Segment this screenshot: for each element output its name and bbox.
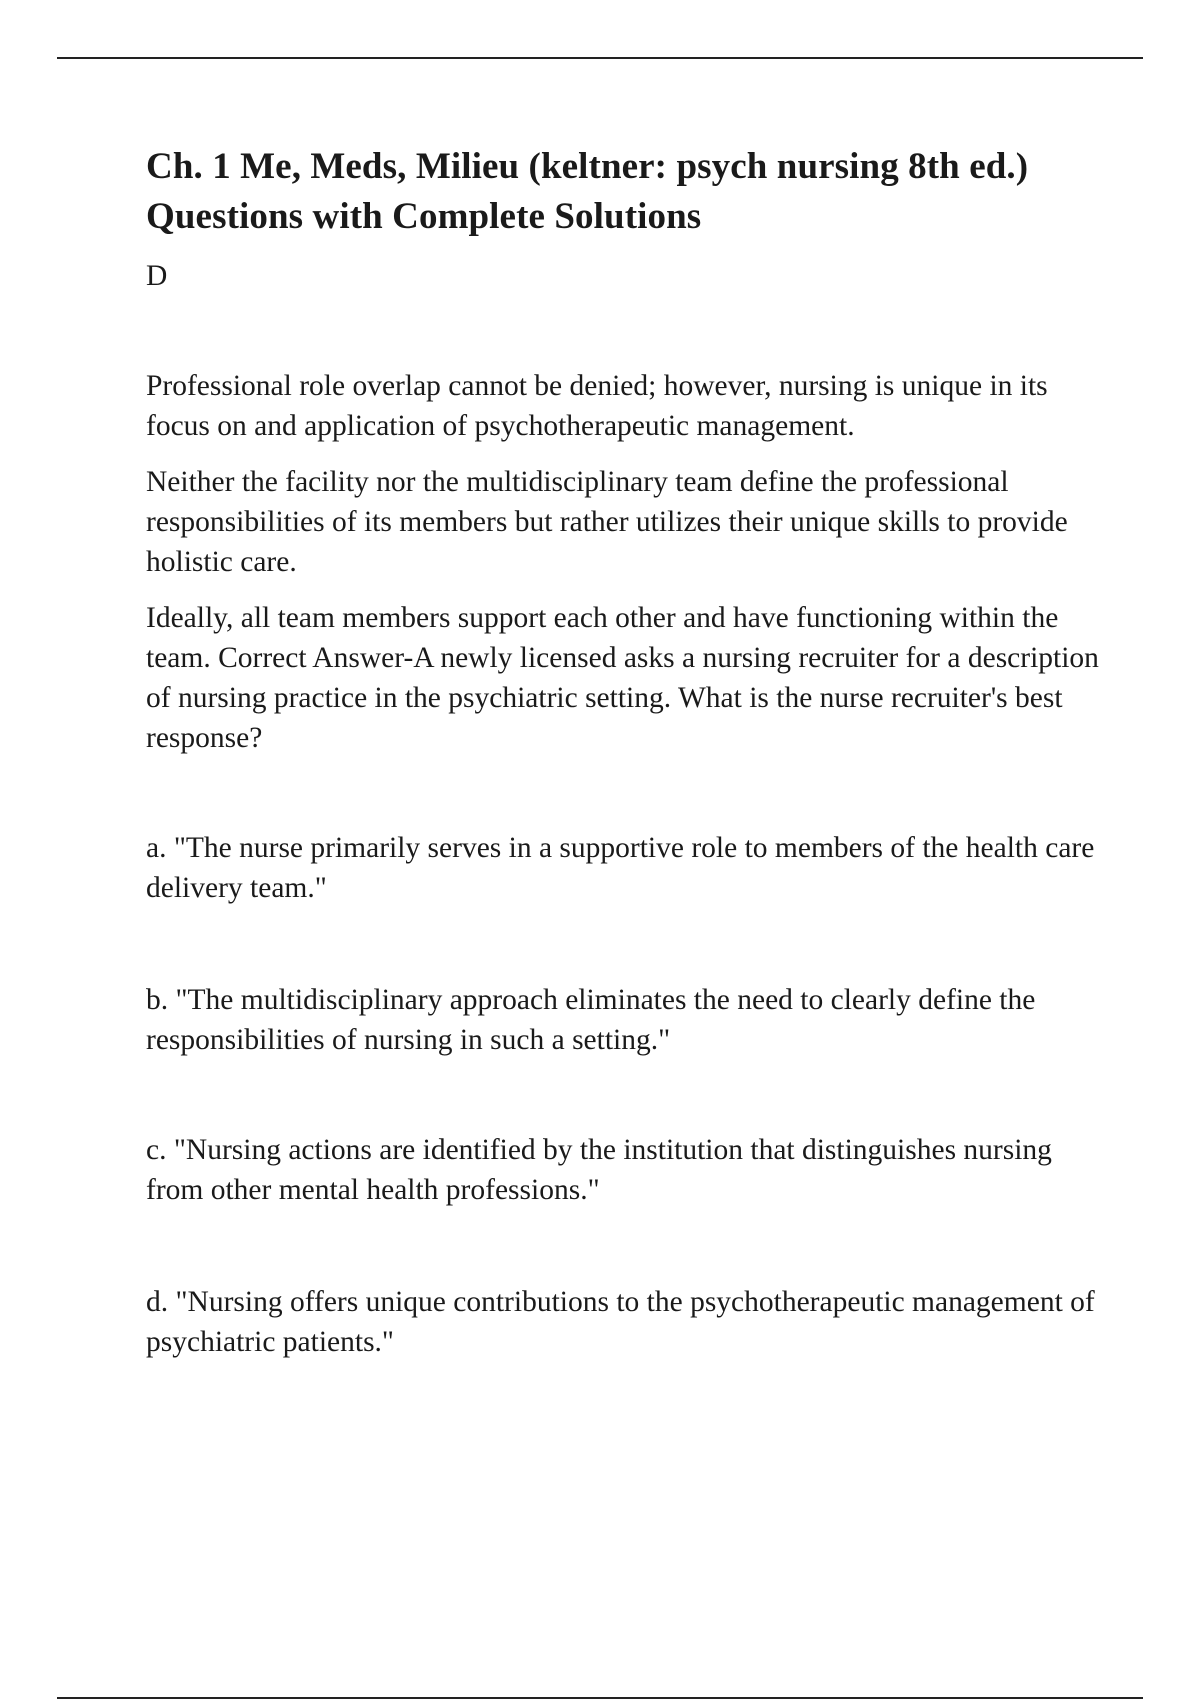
document-title: Ch. 1 Me, Meds, Milieu (keltner: psych nursing 8th ed.) Questions with Complete Solutions <box>146 146 1029 237</box>
document-body <box>146 142 1106 1362</box>
question-paragraph: Ideally, all team members support each other and have functioning within the team. Correct Answer-A newly licensed asks a nursing recruiter for a description of nursing practice in the psychiatric setting. What is the nurse recruiter's best response? <box>146 602 1099 754</box>
option-b: b. "The multidisciplinary approach eliminates the need to clearly define the responsibilities of nursing in such a setting." <box>146 984 1036 1056</box>
option-d: d. "Nursing offers unique contributions to the psychotherapeutic management of psychiatric patients." <box>146 1286 1095 1358</box>
answer-letter: D <box>146 260 168 292</box>
option-c: c. "Nursing actions are identified by the institution that distinguishes nursing from other mental health professions." <box>146 1134 1052 1206</box>
option-a: a. "The nurse primarily serves in a supportive role to members of the health care delivery team." <box>146 832 1095 904</box>
bottom-divider <box>57 1697 1143 1699</box>
top-divider <box>57 57 1143 59</box>
rationale-paragraph: Neither the facility nor the multidisciplinary team define the professional responsibilities of its members but rather utilizes their unique skills to provide holistic care. <box>146 466 1068 578</box>
rationale-paragraph: Professional role overlap cannot be denied; however, nursing is unique in its focus on and application of psychotherapeutic management. <box>146 370 1048 442</box>
